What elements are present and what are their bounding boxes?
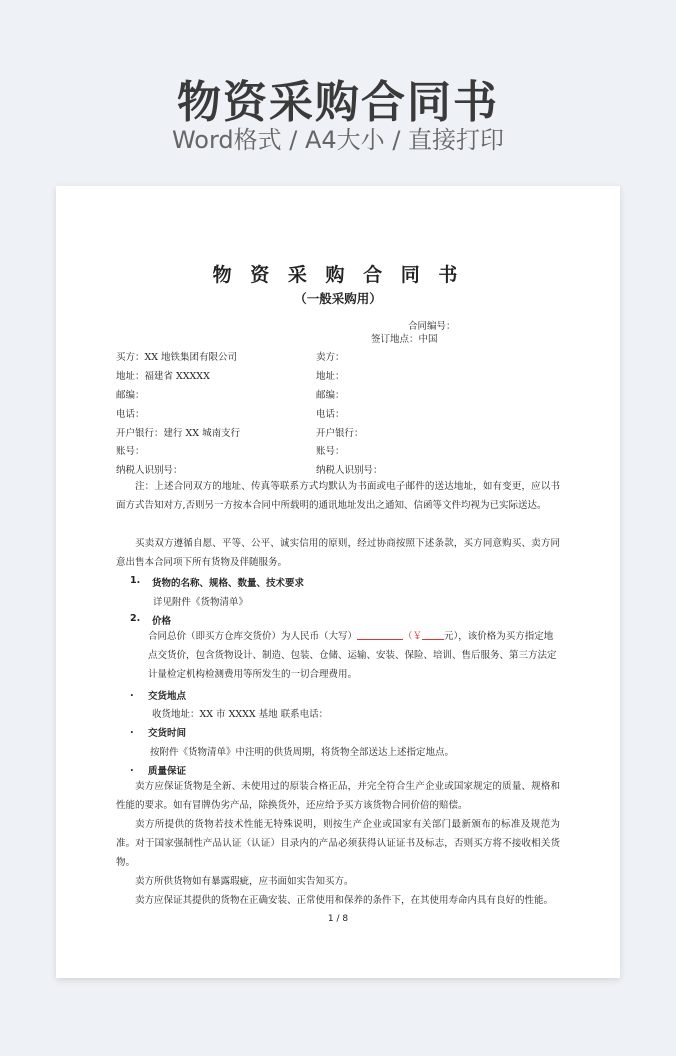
seller-name: 卖方： bbox=[316, 352, 345, 363]
buyer-address: 地址：福建省 XXXXX bbox=[116, 371, 210, 382]
quality-paragraph-1: 卖方应保证货物是全新、未使用过的原装合格正品，并完全符合生产企业或国家规定的质量、规格和性能的要求。如有冒牌伪劣产品，除换货外，还应给予买方该货物合同价倍的赔偿。 bbox=[116, 781, 560, 811]
section-1-number: 1. bbox=[130, 575, 141, 586]
section-5-number: . bbox=[130, 763, 134, 774]
intro-paragraph: 买卖双方遵循自愿、平等、公平、诚实信用的原则，经过协商按照下述条款，买方同意购买、卖方同意出售本合同项下所有货物及伴随服务。 bbox=[116, 538, 560, 568]
buyer-bank: 开户银行：建行 XX 城南支行 bbox=[116, 428, 241, 439]
note-paragraph: 注：上述合同双方的地址、传真等联系方式均默认为书面或电子邮件的送达地址，如有变更，应以书面方式告知对方,否则另一方按本合同中所载明的通讯地址发出之通知、信函等文件均视为已实际送达。 bbox=[116, 481, 560, 511]
seller-postcode: 邮编： bbox=[316, 390, 345, 401]
buyer-name: 买方：XX 地铁集团有限公司 bbox=[116, 352, 238, 363]
buyer-tax-id: 纳税人识别号： bbox=[116, 465, 183, 476]
section-2-title: 价格 bbox=[152, 616, 172, 627]
section-3-number: . bbox=[130, 688, 134, 699]
seller-address: 地址： bbox=[316, 371, 345, 382]
price-text-suffix: 元），该价格为买方指定地点交货价，包含货物设计、制造、包装、仓储、运输、安装、保险、培训、售后服务、第三方法定计量检定机构检测费用等所发生的一切合理费用。 bbox=[148, 631, 557, 680]
buyer-account: 账号： bbox=[116, 446, 145, 457]
buyer-phone: 电话： bbox=[116, 409, 145, 420]
section-2-body bbox=[148, 627, 560, 684]
banner-subtitle: Word格式 / A4大小 / 直接打印 bbox=[171, 126, 505, 154]
section-1-body: 详见附件《货物清单》 bbox=[153, 597, 249, 608]
document-title: 物 资 采 购 合 同 书 bbox=[212, 264, 464, 286]
document-subtitle: （一般采购用） bbox=[294, 291, 382, 306]
price-currency: （￥ bbox=[403, 631, 423, 642]
page-number: 1 / 8 bbox=[327, 914, 349, 924]
sign-place: 签订地点：中国 bbox=[371, 334, 438, 345]
price-blank-words[interactable] bbox=[357, 630, 403, 640]
contract-number-label: 合同编号： bbox=[408, 321, 456, 332]
quality-paragraph-2: 卖方所提供的货物若技术性能无特殊说明，则按生产企业或国家有关部门最新颁布的标准及规范为准。对于国家强制性产品认证（认证）目录内的产品必须获得认证证书及标志，否则买方将不接收相关货物。 bbox=[116, 819, 560, 868]
quality-paragraph-4: 卖方应保证其提供的货物在正确安装、正常使用和保养的条件下，在其使用寿命内具有良好的性能。 bbox=[135, 895, 554, 906]
banner-title: 物资采购合同书 bbox=[177, 77, 499, 128]
section-3-body: 收货地址：XX 市 XXXX 基地 联系电话： bbox=[152, 709, 329, 720]
buyer-postcode: 邮编： bbox=[116, 390, 145, 401]
section-1-title: 货物的名称、规格、数量、技术要求 bbox=[152, 578, 305, 589]
document-page bbox=[56, 186, 620, 978]
section-4-title: 交货时间 bbox=[148, 728, 187, 739]
section-5-title: 质量保证 bbox=[148, 766, 187, 777]
seller-account: 账号： bbox=[316, 446, 345, 457]
section-2-number: 2. bbox=[130, 613, 141, 624]
seller-phone: 电话： bbox=[316, 409, 345, 420]
section-3-title: 交货地点 bbox=[148, 691, 187, 702]
section-4-body: 按附件《货物清单》中注明的供货周期，将货物全部送达上述指定地点。 bbox=[150, 747, 455, 758]
price-text-prefix: 合同总价（即买方仓库交货价）为人民币（大写） bbox=[148, 631, 358, 642]
seller-bank: 开户银行： bbox=[316, 428, 364, 439]
price-blank-amount[interactable] bbox=[422, 630, 444, 640]
quality-paragraph-3: 卖方所供货物如有暴露瑕疵，应书面如实告知买方。 bbox=[135, 876, 354, 887]
seller-tax-id: 纳税人识别号： bbox=[316, 465, 383, 476]
section-4-number: . bbox=[130, 725, 134, 736]
